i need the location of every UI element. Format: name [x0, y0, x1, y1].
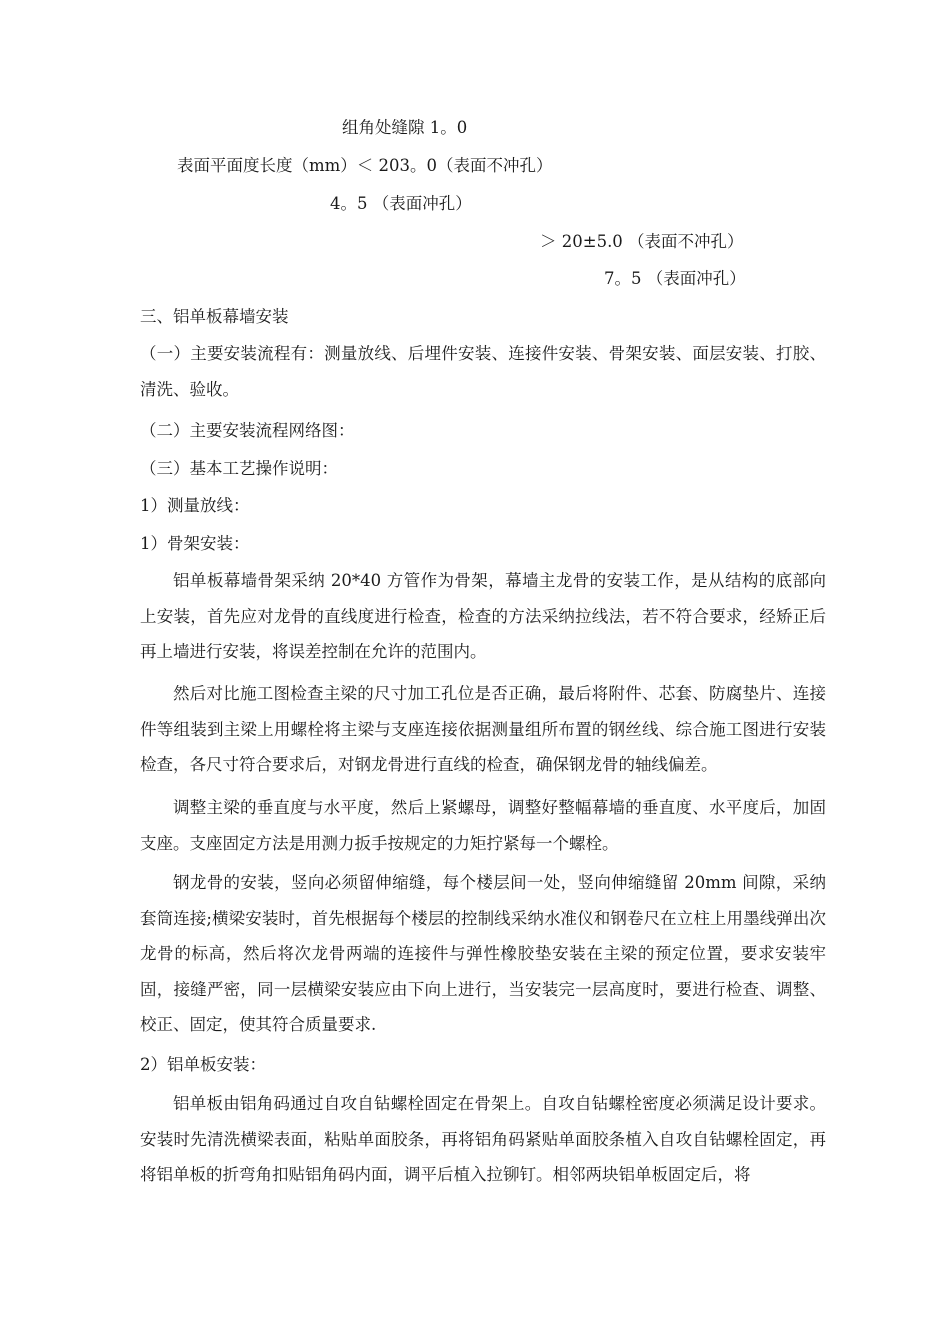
spec-flatness: 表面平面度长度（mm）＜ 203。0（表面不冲孔）	[177, 156, 553, 175]
spec-flatness-punched: 4。5 （表面冲孔）	[330, 194, 472, 213]
panel-paragraph-1: 铝单板由铝角码通过自攻自钻螺栓固定在骨架上。自攻自钻螺栓密度必须满足设计要求。安装时先清洗横梁表面，粘贴单面胶条，再将铝角码紧贴单面胶条植入自攻自钻螺栓固定，再将铝单板的折弯角扣贴铝角码内面，调平后植入拉铆钉。相邻两块铝单板固定后，将	[140, 1094, 826, 1185]
step-measure-heading: 1）测量放线：	[140, 496, 250, 515]
step-frame-heading: 1）骨架安装：	[140, 534, 250, 553]
spec-range: ＞ 20±5.0 （表面不冲孔）	[540, 232, 744, 251]
process-description-heading: （三）基本工艺操作说明：	[140, 459, 338, 478]
process-flow-paragraph: （一）主要安装流程有：测量放线、后埋件安装、连接件安装、骨架安装、面层安装、打胶、清洗、验收。	[140, 344, 826, 399]
frame-paragraph-1: 铝单板幕墙骨架采纳 20*40 方管作为骨架，幕墙主龙骨的安装工作，是从结构的底部向上安装，首先应对龙骨的直线度进行检查，检查的方法采纳拉线法，若不符合要求，经矫正后再上墙进行安装，将误差控制在允许的范围内。	[140, 571, 826, 662]
frame-paragraph-4: 钢龙骨的安装，竖向必须留伸缩缝，每个楼层间一处，竖向伸缩缝留 20mm 间隙，采纳套筒连接;横梁安装时，首先根据每个楼层的控制线采纳水准仪和钢卷尺在立柱上用墨线弹出次龙骨的标高，然后将次龙骨两端的连接件与弹性橡胶垫安装在主梁的预定位置，要求安装牢固，接缝严密，同一层横梁安装应由下向上进行，当安装完一层高度时，要进行检查、调整、校正、固定，使其符合质量要求.	[140, 873, 826, 1035]
frame-paragraph-3: 调整主梁的垂直度与水平度，然后上紧螺母，调整好整幅幕墙的垂直度、水平度后，加固支座。支座固定方法是用测力扳手按规定的力矩拧紧每一个螺栓。	[140, 798, 826, 853]
step-panel-heading: 2）铝单板安装：	[140, 1055, 266, 1074]
frame-paragraph-2: 然后对比施工图检查主梁的尺寸加工孔位是否正确，最后将附件、芯套、防腐垫片、连接件等组装到主梁上用螺栓将主梁与支座连接依据测量组所布置的钢丝线、综合施工图进行安装检查，各尺寸符合要求后，对钢龙骨进行直线的检查，确保钢龙骨的轴线偏差。	[140, 684, 826, 775]
spec-corner-gap: 组角处缝隙 1。0	[342, 118, 468, 137]
process-network-heading: （二）主要安装流程网络图：	[140, 421, 355, 440]
spec-range-punched: 7。5 （表面冲孔）	[604, 269, 746, 288]
section-title: 三、铝单板幕墙安装	[140, 307, 289, 326]
